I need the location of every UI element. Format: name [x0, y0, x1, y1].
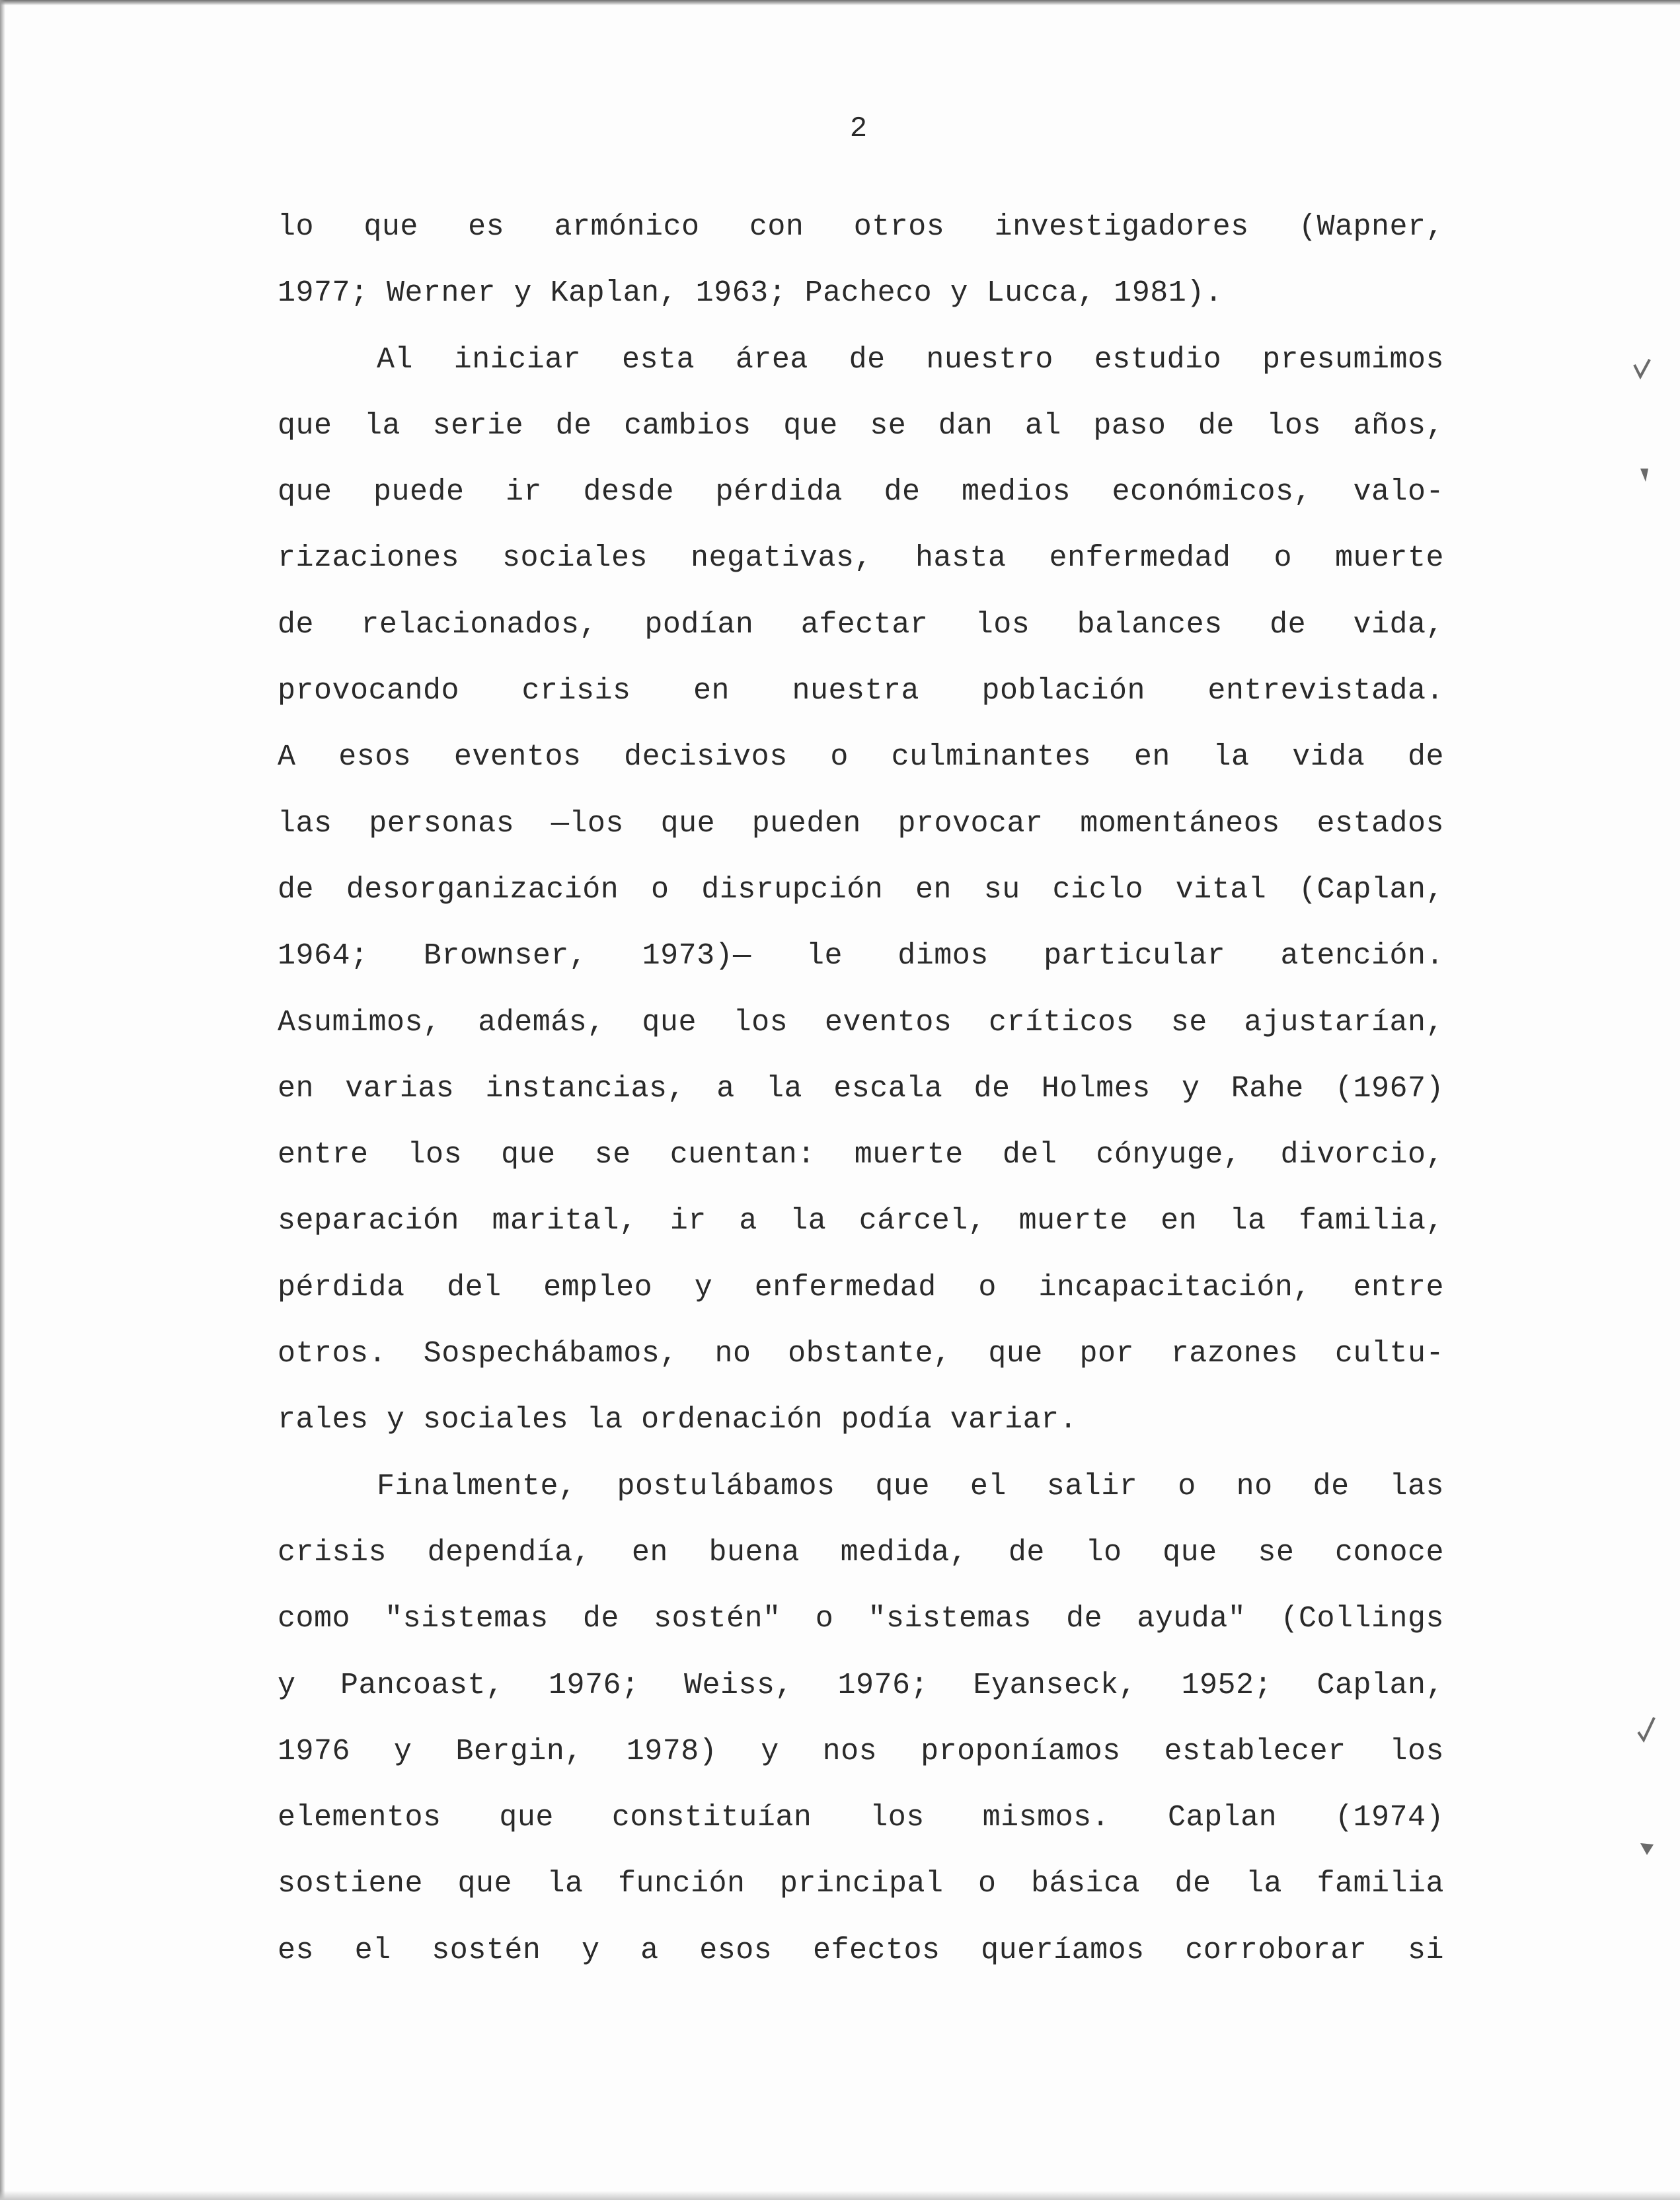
paragraph-end-line: rales y sociales la ordenación podía variar.: [278, 1403, 1078, 1437]
text-line: Asumimos, además, que los eventos críticos se ajustarían,: [278, 1005, 1444, 1040]
text-line: las personas —los que pueden provocar momentáneos estados: [278, 806, 1444, 841]
text-line: pérdida del empleo y enfermedad o incapacitación, entre: [278, 1270, 1444, 1305]
text-line: lo que es armónico con otros investigadores (Wapner,: [278, 210, 1444, 244]
page-bottom-shadow: [0, 2191, 1680, 2200]
text-line: provocando crisis en nuestra población entrevistada.: [278, 674, 1444, 708]
page-number: 2: [849, 112, 868, 145]
text-line: de desorganización o disrupción en su ciclo vital (Caplan,: [278, 872, 1444, 907]
text-line: separación marital, ir a la cárcel, muerte en la familia,: [278, 1204, 1444, 1238]
check-mark-icon: [1636, 1715, 1657, 1744]
text-line: A esos eventos decisivos o culminantes en la vida de: [278, 740, 1444, 775]
text-line: es el sostén y a esos efectos queríamos corroborar si: [278, 1933, 1444, 1967]
paragraph-start-line: Al iniciar esta área de nuestro estudio presumimos: [377, 342, 1444, 377]
text-line: 1976 y Bergin, 1978) y nos proponíamos establecer los: [278, 1734, 1444, 1768]
paragraph-start-line: Finalmente, postulábamos que el salir o no de las: [377, 1469, 1444, 1503]
text-line: en varias instancias, a la escala de Holmes y Rahe (1967): [278, 1071, 1444, 1106]
text-line: 1964; Brownser, 1973)— le dimos particular atención.: [278, 939, 1444, 973]
text-line: entre los que se cuentan: muerte del cónyuge, divorcio,: [278, 1138, 1444, 1172]
text-line: como "sistemas de sostén" o "sistemas de ayuda" (Collings: [278, 1602, 1444, 1636]
page-left-shadow: [0, 0, 5, 2200]
text-line: y Pancoast, 1976; Weiss, 1976; Eyanseck, 1952; Caplan,: [278, 1668, 1444, 1702]
text-line: crisis dependía, en buena medida, de lo que se conoce: [278, 1535, 1444, 1570]
body-text: [278, 208, 1444, 1997]
text-line: sostiene que la función principal o básica de la familia: [278, 1867, 1444, 1901]
text-line: que puede ir desde pérdida de medios económicos, valo-: [278, 475, 1444, 510]
text-line: 1977; Werner y Kaplan, 1963; Pacheco y Lucca, 1981).: [278, 276, 1223, 311]
page-top-shadow: [0, 0, 1680, 5]
text-line: de relacionados, podían afectar los balances de vida,: [278, 607, 1444, 642]
text-line: elementos que constituían los mismos. Caplan (1974): [278, 1801, 1444, 1835]
text-line: rizaciones sociales negativas, hasta enfermedad o muerte: [278, 541, 1444, 576]
text-line: otros. Sospechábamos, no obstante, que por razones cultu-: [278, 1337, 1444, 1371]
check-mark-icon: [1632, 357, 1652, 383]
text-line: que la serie de cambios que se dan al paso de los años,: [278, 408, 1444, 443]
ink-dot-icon: [1639, 1840, 1655, 1856]
ink-dot-icon: [1638, 466, 1651, 486]
